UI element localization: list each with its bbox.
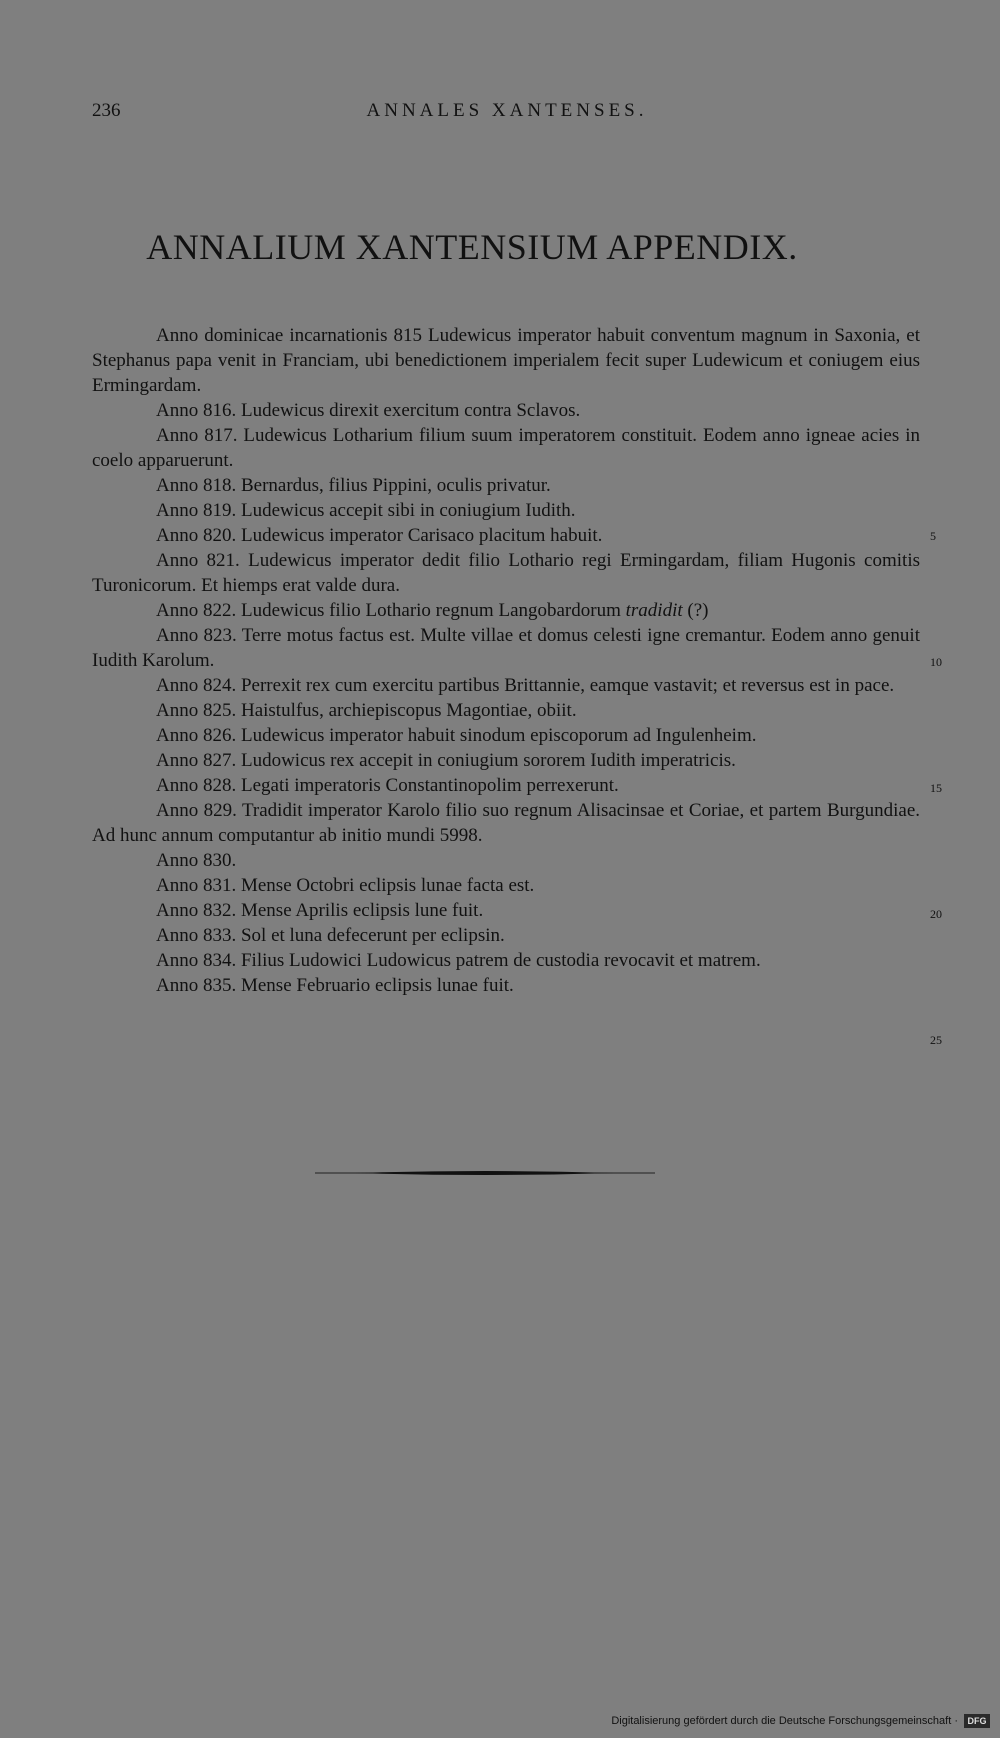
entry-824: Anno 824. Perrexit rex cum exercitu partibus Brittannie, eamque vastavit; et reversus est in pace. bbox=[156, 675, 895, 696]
page-number: 236 bbox=[92, 100, 121, 121]
end-ornament-rule bbox=[315, 1169, 655, 1177]
footer-text: Digitalisierung gefördert durch die Deutsche Forschungsgemeinschaft · bbox=[611, 1715, 958, 1727]
line-number-10: 10 bbox=[930, 655, 942, 669]
entry-832: Anno 832. Mense Aprilis eclipsis lune fuit. bbox=[156, 900, 484, 921]
entry-820: Anno 820. Ludewicus imperator Carisaco placitum habuit. bbox=[156, 525, 603, 546]
entry-827: Anno 827. Ludowicus rex accepit in coniugium sororem Iudith imperatricis. bbox=[156, 750, 736, 771]
entry-833: Anno 833. Sol et luna defecerunt per eclipsin. bbox=[156, 925, 505, 946]
entry-825: Anno 825. Haistulfus, archiepiscopus Magontiae, obiit. bbox=[156, 700, 577, 721]
entry-834: Anno 834. Filius Ludowici Ludowicus patrem de custodia revocavit et matrem. bbox=[156, 950, 761, 971]
entry-816: Anno 816. Ludewicus direxit exercitum contra Sclavos. bbox=[156, 400, 581, 421]
entry-817: Anno 817. Ludewicus Lotharium filium suum imperatorem constituit. Eodem anno igneae acies in coelo apparuerunt. bbox=[92, 425, 920, 471]
entry-835: Anno 835. Mense Februario eclipsis lunae fuit. bbox=[156, 975, 514, 996]
entry-818: Anno 818. Bernardus, filius Pippini, oculis privatur. bbox=[156, 475, 551, 496]
line-number-20: 20 bbox=[930, 907, 942, 921]
entry-815: Anno dominicae incarnationis 815 Ludewicus imperator habuit conventum magnum in Saxonia, et Stephanus papa venit in Franciam, ubi benedictionem imperialem fecit super Ludewicum et coniugem eius Ermingardam. bbox=[92, 325, 920, 396]
running-head: ANNALES XANTENSES. bbox=[366, 100, 648, 121]
entry-831: Anno 831. Mense Octobri eclipsis lunae facta est. bbox=[156, 875, 535, 896]
entry-829: Anno 829. Tradidit imperator Karolo filio suo regnum Alisacinsae et Coriae, et partem Burgundiae. Ad hunc annum computantur ab initio mundi 5998. bbox=[92, 800, 920, 846]
entry-822-start: Anno 822. Ludewicus filio Lothario regnum Langobardorum bbox=[156, 600, 626, 621]
dfg-logo: DFG bbox=[964, 1714, 990, 1728]
entry-828: Anno 828. Legati imperatoris Constantinopolim perrexerunt. bbox=[156, 775, 619, 796]
entry-822-end: (?) bbox=[682, 600, 709, 621]
entry-819: Anno 819. Ludewicus accepit sibi in coniugium Iudith. bbox=[156, 500, 576, 521]
line-number-15: 15 bbox=[930, 781, 942, 795]
entry-821: Anno 821. Ludewicus imperator dedit filio Lothario regi Ermingardam, filiam Hugonis comitis Turonicorum. Et hiemps erat valde dura. bbox=[92, 550, 920, 596]
line-number-5: 5 bbox=[930, 529, 936, 543]
entry-830: Anno 830. bbox=[156, 850, 237, 871]
entry-822-italic: tradidit bbox=[625, 600, 683, 621]
main-title: ANNALIUM XANTENSIUM APPENDIX. bbox=[146, 227, 798, 267]
line-number-25: 25 bbox=[930, 1033, 942, 1047]
entry-823: Anno 823. Terre motus factus est. Multe villae et domus celesti igne cremantur. Eodem anno genuit Iudith Karolum. bbox=[92, 625, 920, 671]
entry-826: Anno 826. Ludewicus imperator habuit sinodum episcoporum ad Ingulenheim. bbox=[156, 725, 757, 746]
footer bbox=[611, 1714, 990, 1728]
